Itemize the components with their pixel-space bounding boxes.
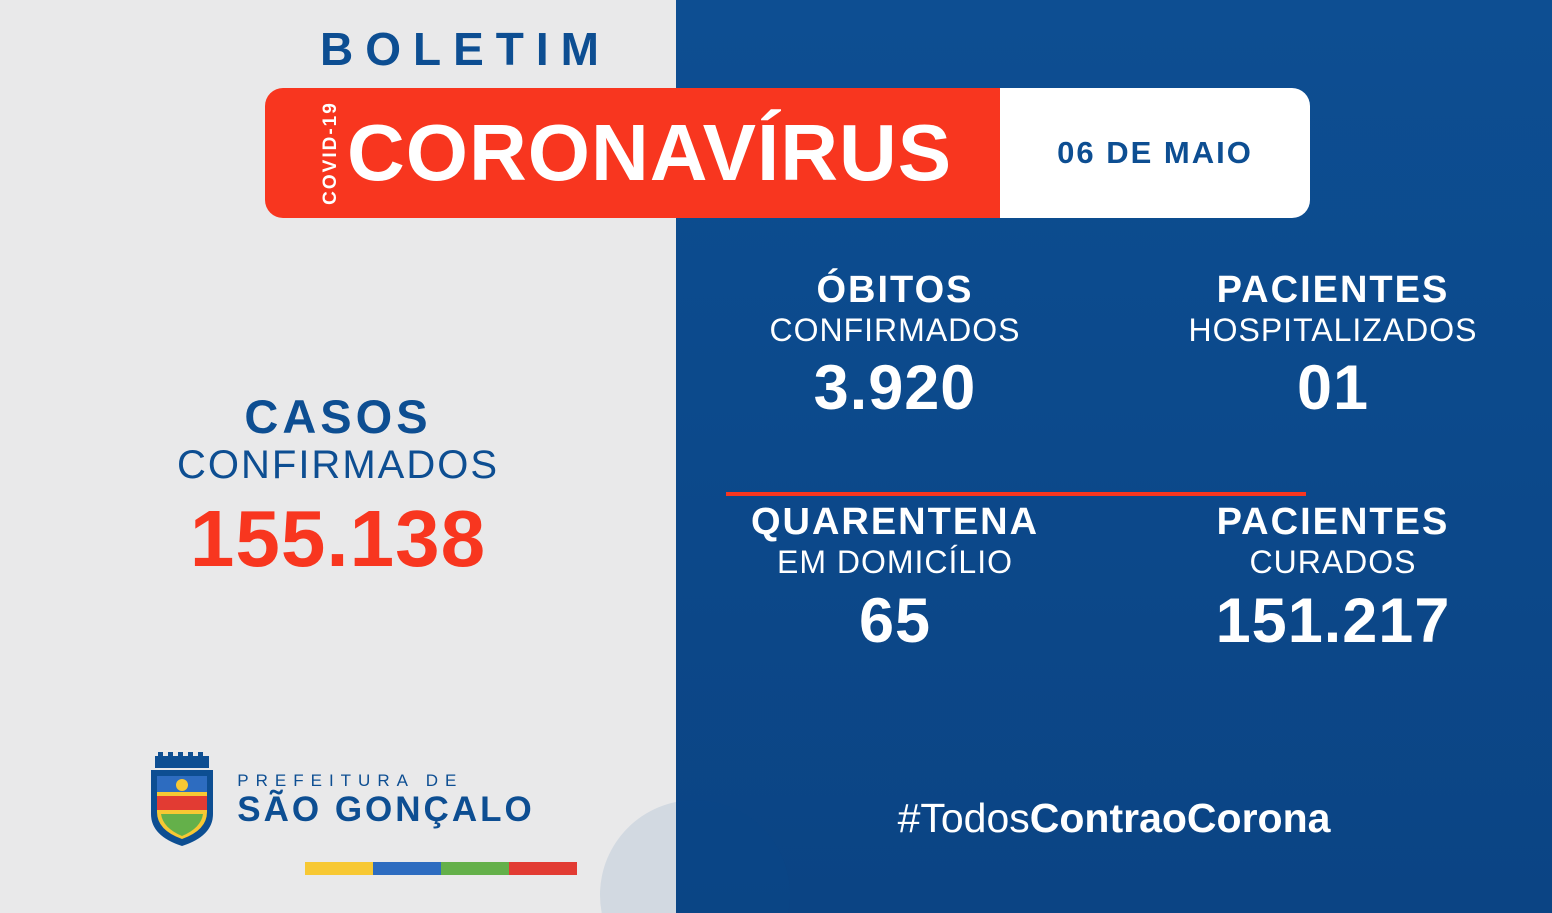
- confirmed-cases-block: [0, 392, 676, 585]
- stat-value: 65: [858, 585, 932, 656]
- color-bar-yellow: [305, 862, 373, 875]
- stat-title: PACIENTES: [1216, 269, 1450, 311]
- color-bar-blue: [373, 862, 441, 875]
- date-block: [1000, 88, 1310, 218]
- stat-subtitle: CURADOS: [1249, 544, 1417, 581]
- city-logo: [0, 752, 676, 848]
- page-title: BOLETIM: [320, 23, 611, 75]
- stat-obitos-confirmados: [676, 270, 1114, 428]
- confirmed-cases-value: 155.138: [189, 494, 487, 584]
- stat-pacientes-curados: [1114, 502, 1552, 660]
- section-divider: [726, 492, 1306, 496]
- stat-value: 151.217: [1215, 585, 1451, 656]
- stat-value: 3.920: [813, 353, 977, 424]
- hashtag-prefix: #Todos: [897, 795, 1030, 841]
- stat-subtitle: EM DOMICÍLIO: [776, 544, 1013, 581]
- stat-pacientes-hospitalizados: [1114, 270, 1552, 428]
- title-banner: [265, 88, 1310, 218]
- campaign-hashtag: [676, 795, 1552, 842]
- stat-subtitle: CONFIRMADOS: [769, 312, 1021, 349]
- confirmed-cases-title: CASOS: [244, 390, 432, 443]
- brand-color-bar: [305, 862, 577, 875]
- color-bar-red: [509, 862, 577, 875]
- stat-title: QUARENTENA: [750, 501, 1040, 544]
- color-bar-green: [441, 862, 509, 875]
- stat-subtitle: HOSPITALIZADOS: [1188, 312, 1478, 349]
- stat-title: ÓBITOS: [816, 269, 974, 311]
- stat-value: 01: [1296, 353, 1370, 424]
- coronavirus-title: CORONAVÍRUS: [347, 108, 953, 197]
- city-logo-text: [237, 771, 534, 830]
- stats-grid: [676, 270, 1552, 660]
- city-name-label: SÃO GONÇALO: [237, 789, 535, 829]
- prefeitura-label: PREFEITURA DE: [237, 770, 464, 790]
- stat-title: PACIENTES: [1216, 501, 1450, 544]
- covid-19-label: COVID-19: [319, 101, 341, 205]
- confirmed-cases-subtitle: CONFIRMADOS: [177, 443, 499, 488]
- stat-quarentena-domicilio: [676, 502, 1114, 660]
- hashtag-bold: ContraoCorona: [1029, 795, 1331, 841]
- coat-of-arms-icon: [141, 752, 223, 848]
- bulletin-date: 06 DE MAIO: [1057, 135, 1253, 170]
- stats-row-top: [676, 270, 1552, 428]
- title-red-block: [265, 88, 1000, 218]
- stats-row-bottom: [676, 502, 1552, 660]
